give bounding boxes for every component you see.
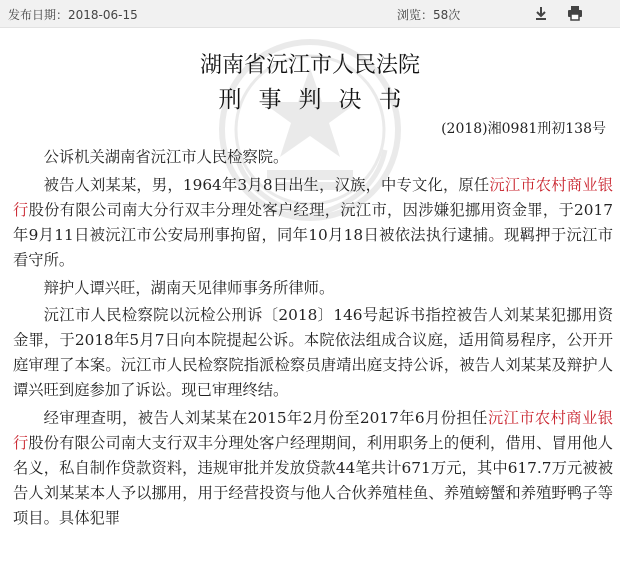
- judgment-paragraph: [13, 173, 613, 273]
- view-count-info: [397, 6, 460, 23]
- paragraph-text: 股份有限公司南大支行双丰分理处客户经理期间，利用职务上的便利，借用、冒用他人名义，私自制作贷款资料，违规审批并发放贷款44笔共计671万元，其中617.7万元被被告人刘某某本人予以挪用，用于经营投资与他人合伙养殖桂鱼、养殖螃蟹和养殖野鸭子等项目。具体犯罪: [13, 433, 613, 527]
- bank-name-link[interactable]: 沅江市农村商业银行: [13, 409, 613, 452]
- paragraph-text: 股份有限公司南大分行双丰分理处客户经理，沅江市，因涉嫌犯挪用资金罪，于2017年9月11日被沅江市公安局刑事拘留，同年10月18日被依法执行逮捕。现羁押于沅江市看守所。: [13, 200, 613, 269]
- paragraph-text: 沅江市人民检察院以沅检公刑诉〔2018〕146号起诉书指控被告人刘某某犯挪用资金罪，于2018年5月7日向本院提起公诉。本院依法组成合议庭，适用简易程序，公开开庭审理了本案。沅江市人民检察院指派检察员唐靖出庭支持公诉，被告人刘某某及辩护人谭兴旺到庭参加了诉讼。现已审理终结。: [13, 306, 613, 400]
- paragraph-text: 辩护人谭兴旺，湖南天见律师事务所律师。: [43, 278, 335, 297]
- judgment-paragraph: [13, 145, 613, 170]
- publish-date-label: 发布日期：: [8, 8, 69, 22]
- judgment-paragraph: [13, 406, 613, 531]
- judgment-paragraph: [13, 276, 613, 301]
- paragraph-text: 经审理查明，被告人刘某某在2015年2月份至2017年6月份担任: [43, 409, 488, 428]
- paragraph-text: 被告人刘某某，男，1964年3月8日出生，汉族，中专文化，原任: [43, 175, 490, 194]
- bank-name-link[interactable]: 沅江市农村商业银行: [13, 175, 613, 219]
- judgment-body: [13, 145, 613, 531]
- case-number: (2018)湘0981刑初138号: [441, 121, 606, 137]
- publish-date-value: 2018-06-15: [68, 8, 138, 22]
- paragraph-text: 公诉机关湖南省沅江市人民检察院。: [43, 148, 289, 166]
- judgment-paragraph: [13, 303, 613, 403]
- view-count-label: 浏览：: [397, 8, 434, 22]
- publish-date-info: [8, 6, 138, 23]
- document-type-title: 刑事判决书: [218, 87, 419, 113]
- printer-icon[interactable]: [566, 4, 584, 22]
- download-icon[interactable]: [532, 4, 550, 22]
- court-name: 湖南省沅江市人民法院: [199, 53, 420, 78]
- view-count-value: 58次: [433, 8, 461, 22]
- document-toolbar: [0, 0, 620, 28]
